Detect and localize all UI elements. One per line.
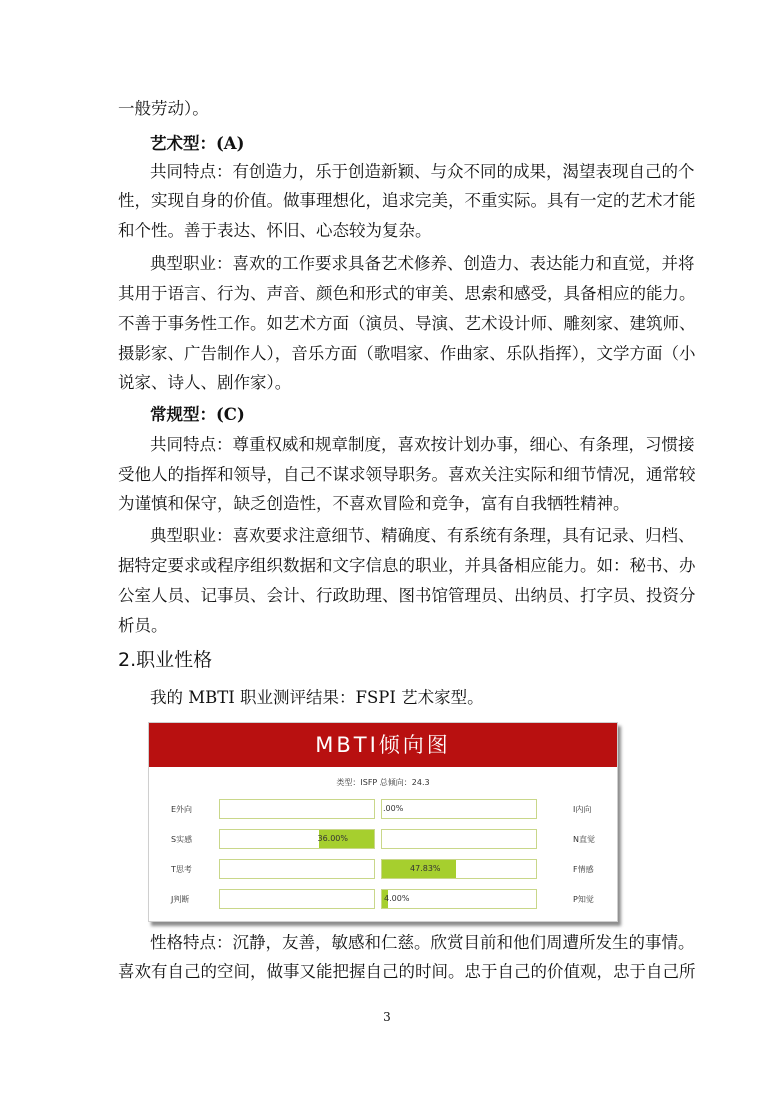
text-line: 说家、诗人、剧作家）。 bbox=[118, 373, 292, 392]
text-line: 公室人员、记事员、会计、行政助理、图书馆管理员、出纳员、打字员、投资分 bbox=[118, 586, 696, 605]
chart-right-label: N直觉 bbox=[573, 835, 595, 844]
text-line: 为谨慎和保守，缺乏创造性，不喜欢冒险和竞争，富有自我牺牲精神。 bbox=[118, 494, 630, 513]
text-line: 喜欢有自己的空间，做事又能把握自己的时间。忠于自己的价值观，忠于自己所 bbox=[118, 962, 696, 981]
text-line: 析员。 bbox=[118, 616, 168, 635]
text-line: 不善于事务性工作。如艺术方面（演员、导演、艺术设计师、雕刻家、建筑师、 bbox=[118, 314, 696, 333]
text-line: 典型职业：喜欢要求注意细节、精确度、有系统有条理，具有记录、归档、 bbox=[150, 526, 695, 545]
chart-right-label: I内向 bbox=[573, 805, 592, 814]
text-line: 其用于语言、行为、声音、颜色和形式的审美、思索和感受，具备相应的能力。 bbox=[118, 284, 696, 303]
chart-track-left bbox=[219, 799, 375, 819]
chart-track-right bbox=[381, 799, 537, 819]
chart-value-label: 36.00% bbox=[317, 834, 348, 843]
chart-track-right bbox=[381, 859, 537, 879]
text-line: 一般劳动）。 bbox=[118, 99, 209, 118]
heading-artistic: 艺术型：(A) bbox=[150, 134, 245, 153]
chart-track-right bbox=[381, 889, 537, 909]
chart-left-label: E外向 bbox=[171, 805, 193, 814]
chart-track-left bbox=[219, 829, 375, 849]
chart-value-label: 47.83% bbox=[410, 864, 441, 873]
text-line: 共同特点：尊重权威和规章制度，喜欢按计划办事，细心、有条理，习惯接 bbox=[150, 435, 695, 454]
chart-right-label: F情感 bbox=[573, 865, 594, 874]
chart-title: MBTI倾向图 bbox=[149, 723, 617, 767]
text-line: 共同特点：有创造力，乐于创造新颖、与众不同的成果，渴望表现自己的个 bbox=[150, 162, 695, 181]
page-number: 3 bbox=[383, 1010, 391, 1024]
chart-right-label: P知觉 bbox=[573, 895, 594, 904]
text-line: 典型职业：喜欢的工作要求具备艺术修养、创造力、表达能力和直觉，并将 bbox=[150, 254, 695, 273]
text-line: 摄影家、广告制作人），音乐方面（歌唱家、作曲家、乐队指挥），文学方面（小 bbox=[118, 344, 696, 363]
text-line: 性，实现自身的价值。做事理想化，追求完美，不重实际。具有一定的艺术才能 bbox=[118, 191, 696, 210]
text-line: 受他人的指挥和领导，自己不谋求领导职务。喜欢关注实际和细节情况，通常较 bbox=[118, 465, 696, 484]
chart-left-label: S实感 bbox=[171, 835, 193, 844]
chart-track-left bbox=[219, 889, 375, 909]
chart-value-label: 4.00% bbox=[384, 894, 410, 903]
text-line: 性格特点：沉静，友善，敏感和仁慈。欣赏目前和他们周遭所发生的事情。 bbox=[150, 933, 695, 952]
chart-track-right bbox=[381, 829, 537, 849]
section-title: 2.职业性格 bbox=[118, 649, 213, 671]
text-line: 据特定要求或程序组织数据和文字信息的职业，并具备相应能力。如：秘书、办 bbox=[118, 556, 696, 575]
chart-subtitle: 类型：ISFP 总倾向：24.3 bbox=[336, 778, 430, 787]
chart-left-label: T思考 bbox=[171, 865, 192, 874]
chart-value-label: .00% bbox=[383, 804, 404, 813]
chart-left-label: J判断 bbox=[171, 895, 190, 904]
mbti-chart bbox=[148, 722, 618, 922]
chart-track-left bbox=[219, 859, 375, 879]
text-line: 我的 MBTI 职业测评结果：FSPI 艺术家型。 bbox=[150, 688, 484, 707]
heading-conventional: 常规型：(C) bbox=[150, 405, 245, 424]
text-line: 和个性。善于表达、怀旧、心态较为复杂。 bbox=[118, 221, 432, 240]
